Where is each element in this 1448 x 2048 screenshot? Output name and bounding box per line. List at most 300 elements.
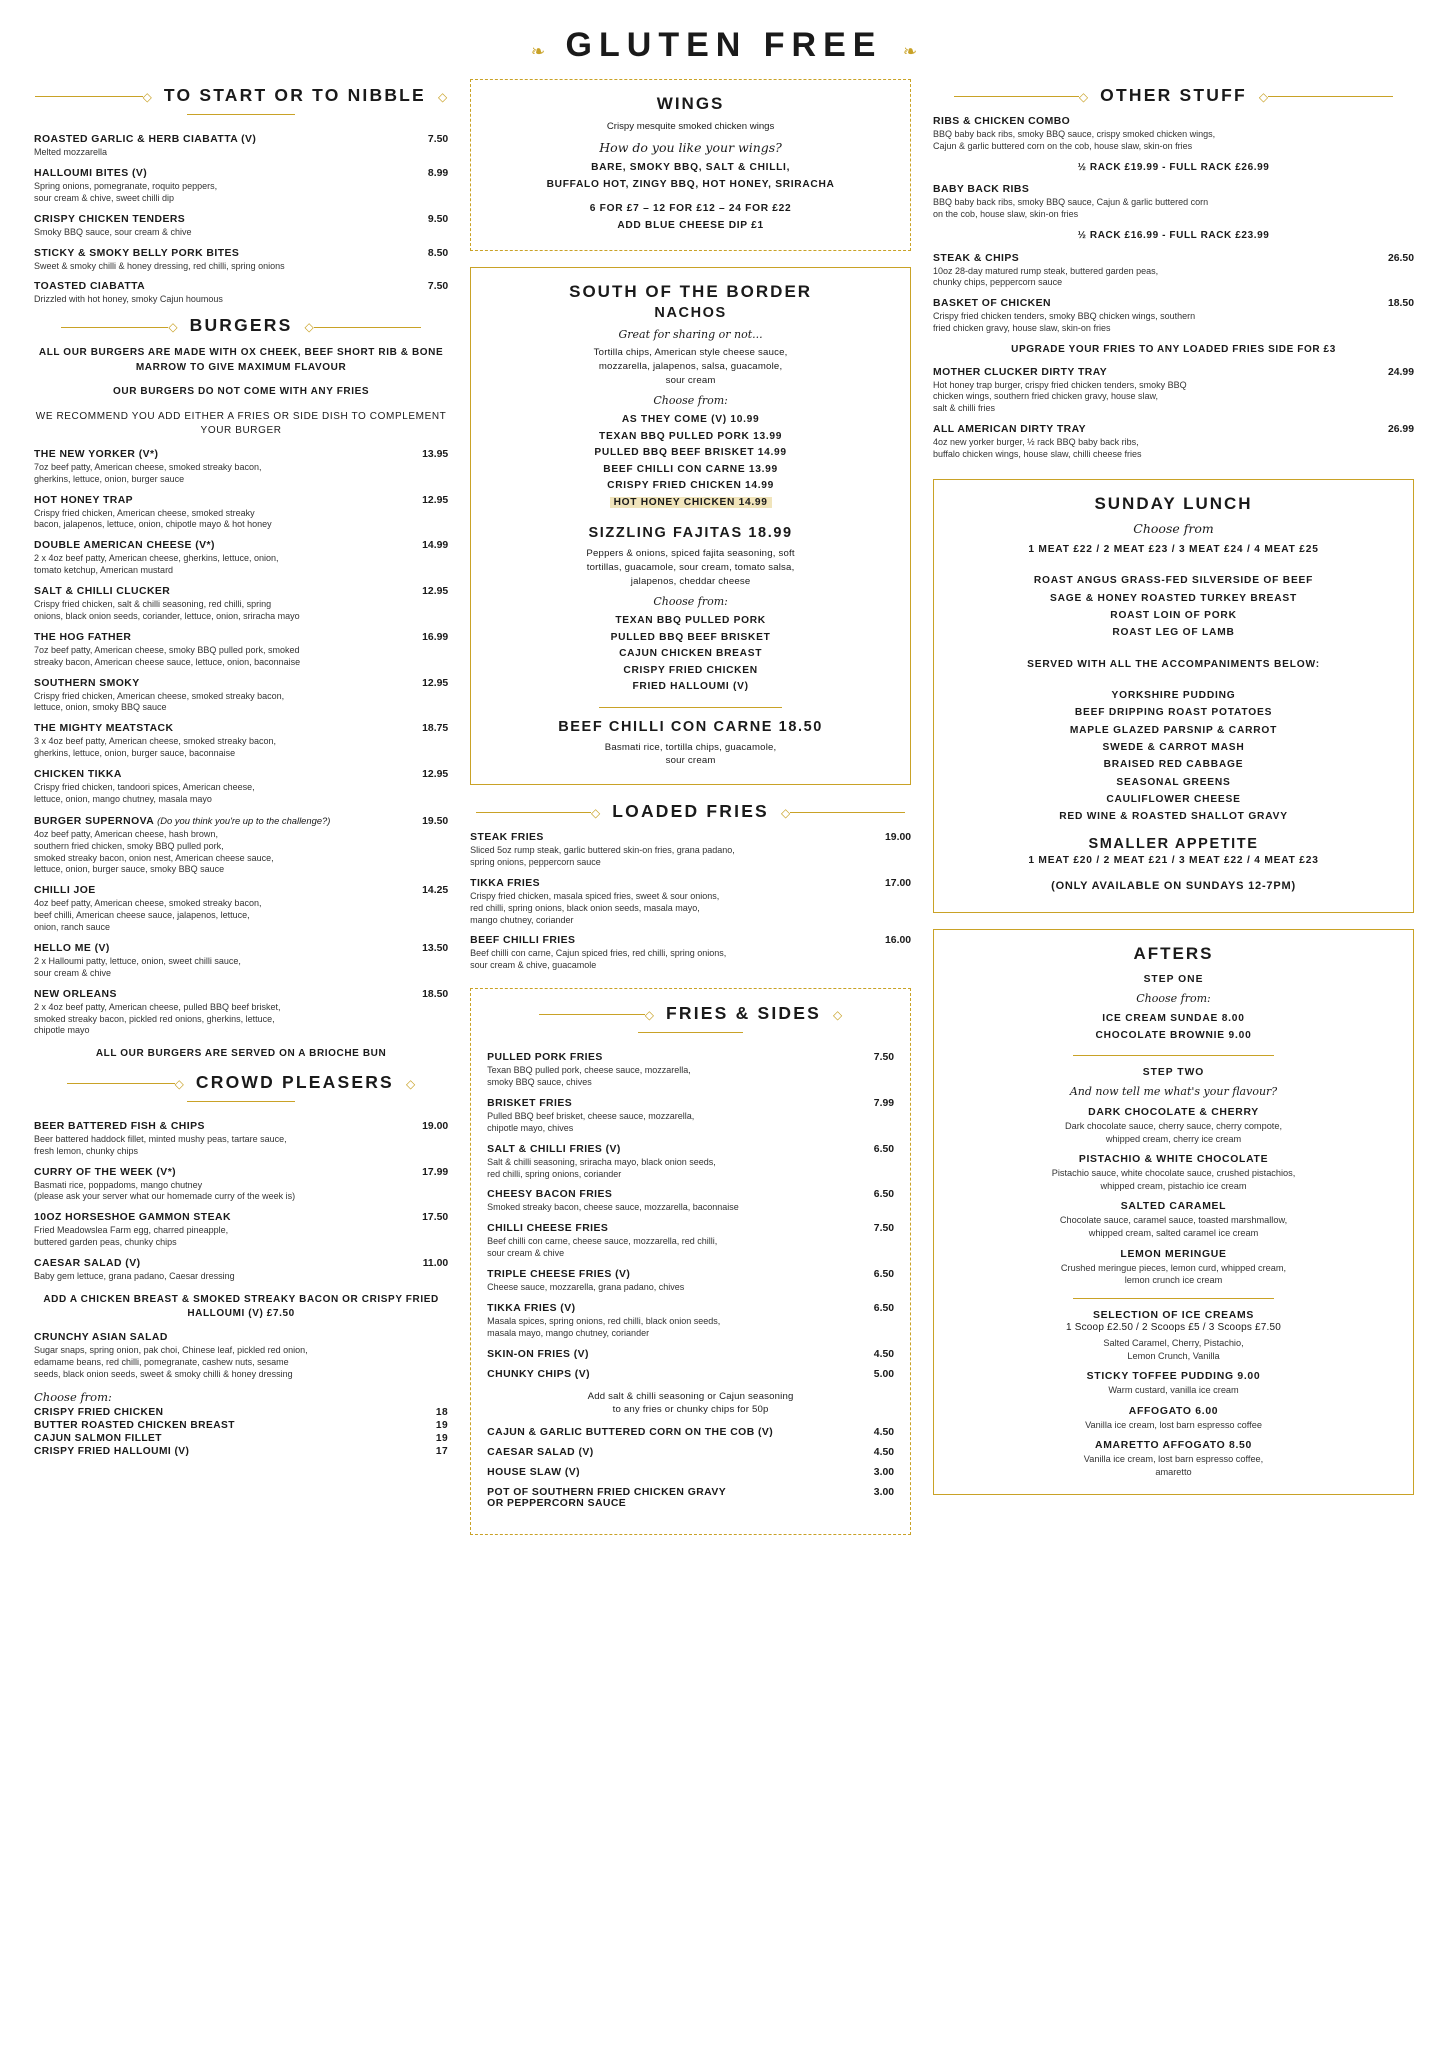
list-fries-sides [487, 1052, 894, 1380]
item-name: CURRY OF THE WEEK (V*) [34, 1166, 177, 1178]
choose-name: CRISPY FRIED CHICKEN [34, 1406, 164, 1418]
item-price: 13.95 [422, 448, 449, 460]
fajitas-desc: Peppers & onions, spiced fajita seasoning, soft tortillas, guacamole, sour cream, tomato salsa, jalapenos, cheddar cheese [586, 548, 795, 587]
sunday-side: YORKSHIRE PUDDING [1111, 689, 1236, 701]
item-price: 19.00 [422, 1120, 449, 1132]
menu-item [34, 281, 448, 306]
item-name: BASKET OF CHICKEN [933, 298, 1051, 310]
item-price: 7.50 [427, 134, 449, 145]
item-price: 26.99 [1387, 424, 1414, 436]
item-name: CAESAR SALAD (V) [34, 1258, 141, 1269]
ornament-right-icon: ❧ [902, 41, 918, 61]
item-desc: Texan BBQ pulled pork, cheese sauce, mozzarella, smoky BBQ sauce, chives [487, 1065, 691, 1088]
menu-item [34, 769, 448, 806]
extra-desc: Vanilla ice cream, lost barn espresso coffee, amaretto [1083, 1454, 1264, 1477]
sunday-side: BRAISED RED CABBAGE [1103, 759, 1244, 771]
item-desc: 3 x 4oz beef patty, American cheese, smoked streaky bacon, gherkins, lettuce, onion, burger sauce, baconnaise [34, 736, 276, 759]
menu-item [487, 1349, 894, 1360]
item-price: 19.00 [885, 832, 912, 844]
item-desc: Beer battered haddock fillet, minted mushy peas, tartare sauce, fresh lemon, chunky chips [34, 1133, 287, 1156]
item-price: 4.50 [873, 1426, 895, 1438]
sunday-script: Choose from [1133, 520, 1214, 536]
item-price: 17.50 [422, 1212, 449, 1224]
fajita-option: CAJUN CHICKEN BREAST [619, 648, 763, 660]
ice-cream-selection-title: SELECTION OF ICE CREAMS [1093, 1309, 1255, 1321]
border-title: SOUTH OF THE BORDER [569, 282, 813, 302]
afters-extra [950, 1406, 1397, 1432]
column-middle [470, 79, 911, 1551]
menu-item [34, 943, 448, 980]
menu-item [34, 1121, 448, 1158]
list-afters-flavours [950, 1107, 1397, 1286]
list-fries-sides-2 [487, 1427, 894, 1509]
item-desc: Cheese sauce, mozzarella, grana padano, chives [487, 1282, 685, 1293]
menu-item [487, 1467, 894, 1478]
menu-columns [34, 79, 1414, 1551]
menu-item [34, 723, 448, 760]
item-name: STICKY & SMOKY BELLY PORK BITES [34, 247, 240, 259]
item-desc: Basmati rice, poppadoms, mango chutney (please ask your server what our homemade curry of the week is) [34, 1179, 296, 1202]
fajitas-title: SIZZLING FAJITAS 18.99 [588, 525, 793, 542]
afters-step-two: STEP TWO [1142, 1067, 1205, 1079]
item-name: TOASTED CIABATTA [34, 281, 146, 293]
afters-flavour [950, 1107, 1397, 1145]
nacho-option: HOT HONEY CHICKEN 14.99 [487, 495, 894, 512]
fajita-option: CRISPY FRIED CHICKEN [623, 664, 758, 676]
afters-step-two-script: And now tell me what's your flavour? [1069, 1085, 1278, 1099]
sides-note: Add salt & chilli seasoning or Cajun seasoning to any fries or chunky chips for 50p [587, 1390, 794, 1416]
item-name: POT OF SOUTHERN FRIED CHICKEN GRAVY OR PEPPERCORN SAUCE [487, 1486, 727, 1509]
item-desc: Spring onions, pomegranate, roquito peppers, sour cream & chive, sweet chilli dip [34, 180, 218, 203]
wings-script: How do you like your wings? [599, 140, 782, 156]
menu-item [933, 253, 1414, 290]
item-desc: 7oz beef patty, American cheese, smoky BBQ pulled pork, smoked streaky bacon, American cheese sauce, lettuce, onion, baconnaise [34, 644, 301, 667]
item-price: 6.50 [873, 1189, 895, 1201]
item-desc: Smoky BBQ sauce, sour cream & chive [34, 226, 192, 237]
menu-item [470, 935, 911, 972]
sunday-served-note: SERVED WITH ALL THE ACCOMPANIMENTS BELOW: [1027, 658, 1320, 670]
extra-name: AMARETTO AFFOGATO 8.50 [1094, 1440, 1253, 1452]
choose-price: 18 [435, 1406, 449, 1418]
menu-item [34, 495, 448, 532]
item-price: 24.99 [1387, 366, 1414, 378]
item-desc: Melted mozzarella [34, 147, 108, 157]
chilli-title: BEEF CHILLI CON CARNE 18.50 [558, 718, 823, 735]
item-price: 13.50 [422, 942, 449, 954]
item-price: 17.00 [885, 877, 912, 889]
menu-item [933, 184, 1414, 243]
box-fries-and-sides [470, 988, 911, 1535]
menu-item [933, 298, 1414, 357]
menu-item [487, 1487, 894, 1509]
fajita-option: FRIED HALLOUMI (V) [632, 681, 749, 693]
menu-item [34, 134, 448, 159]
item-name: 10OZ HORSESHOE GAMMON STEAK [34, 1212, 231, 1224]
item-price: 19.50 [422, 815, 449, 827]
item-name: RIBS & CHICKEN COMBO [933, 116, 1071, 127]
item-name: HOT HONEY TRAP [34, 494, 134, 506]
crowd-add-note: ADD A CHICKEN BREAST & SMOKED STREAKY BACON OR CRISPY FRIED HALLOUMI (V) £7.50 [43, 1293, 439, 1320]
item-name: SKIN-ON FRIES (V) [487, 1348, 589, 1360]
box-south-of-the-border [470, 267, 911, 785]
item-name: TIKKA FRIES [470, 877, 540, 889]
item-name: HALLOUMI BITES (V) [34, 167, 148, 179]
choose-row [34, 1432, 448, 1445]
item-desc: Masala spices, spring onions, red chilli, black onion seeds, masala mayo, mango chutney, coriander [487, 1315, 721, 1338]
choose-from-label: Choose from: [34, 1389, 112, 1404]
flavour-desc: Pistachio sauce, white chocolate sauce, crushed pistachios, whipped cream, pistachio ice cream [1051, 1168, 1296, 1191]
item-name: CRISPY CHICKEN TENDERS [34, 213, 186, 225]
menu-item [933, 367, 1414, 416]
wings-pricing: 6 FOR £7 – 12 FOR £12 – 24 FOR £22 [589, 203, 792, 215]
item-center-note: ½ RACK £19.99 - FULL RACK £26.99 [1077, 161, 1270, 173]
item-price: 7.99 [873, 1097, 895, 1109]
item-price: 8.99 [427, 167, 449, 179]
item-desc: Beef chilli con carne, cheese sauce, mozzarella, red chilli, sour cream & chive [487, 1236, 718, 1259]
item-price: 5.00 [873, 1368, 895, 1380]
box-sunday-lunch [933, 479, 1414, 913]
item-name: HOUSE SLAW (V) [487, 1466, 581, 1478]
item-crunchy-asian-salad [34, 1332, 448, 1381]
item-price: 12.95 [422, 769, 449, 780]
list-sunday-meats [950, 572, 1397, 641]
item-name: CHICKEN TIKKA [34, 769, 122, 780]
menu-item [34, 540, 448, 577]
item-name: NEW ORLEANS [34, 988, 117, 1000]
column-left [34, 79, 448, 1458]
item-name: SOUTHERN SMOKY [34, 677, 140, 689]
list-loaded-fries [470, 832, 911, 972]
item-price: 12.95 [422, 586, 449, 597]
item-desc: Pulled BBQ beef brisket, cheese sauce, mozzarella, chipotle mayo, chives [487, 1110, 695, 1133]
burger-note-1: ALL OUR BURGERS ARE MADE WITH OX CHEEK, BEEF SHORT RIB & BONE MARROW TO GIVE MAXIMUM FLAVOUR [38, 347, 444, 373]
item-price: 11.00 [422, 1258, 449, 1269]
chilli-desc: Basmati rice, tortilla chips, guacamole, sour cream [604, 741, 777, 767]
list-afters-extras [950, 1371, 1397, 1478]
ice-cream-selection-prices: 1 Scoop £2.50 / 2 Scoops £5 / 3 Scoops £7.50 [1065, 1321, 1282, 1333]
afters-extra [950, 1371, 1397, 1397]
item-desc: 2 x 4oz beef patty, American cheese, gherkins, lettuce, onion, tomato ketchup, American mustard [34, 553, 279, 576]
item-desc: Sliced 5oz rump steak, garlic buttered skin-on fries, grana padano, spring onions, peppercorn sauce [470, 845, 735, 867]
section-header-other-stuff: ◇ OTHER STUFF ◇ [933, 85, 1414, 106]
section-header-fries-sides: ◇ FRIES & SIDES ◇ [487, 1003, 894, 1042]
section-header-burgers: ◇ BURGERS ◇ [34, 315, 448, 336]
menu-item [34, 1258, 448, 1283]
menu-item [34, 815, 448, 877]
item-price: 17.99 [422, 1166, 449, 1178]
choose-row [34, 1419, 448, 1432]
item-name: TRIPLE CHEESE FRIES (V) [487, 1269, 631, 1281]
extra-desc: Warm custard, vanilla ice cream [1108, 1385, 1239, 1396]
menu-item [487, 1427, 894, 1438]
fajita-option: PULLED BBQ BEEF BRISKET [610, 631, 771, 643]
sunday-smaller-prices: 1 MEAT £20 / 2 MEAT £21 / 3 MEAT £22 / 4 MEAT £23 [1028, 854, 1319, 866]
nacho-option: TEXAN BBQ PULLED PORK 13.99 [599, 430, 783, 442]
section-header-to-start: ◇ TO START OR TO NIBBLE ◇ [34, 85, 448, 124]
list-crowd-pleasers [34, 1121, 448, 1283]
item-name: SALT & CHILLI CLUCKER [34, 586, 171, 597]
item-name: STEAK & CHIPS [933, 252, 1020, 264]
item-desc: Crispy fried chicken, masala spiced fries, sweet & sour onions, red chilli, spring onions, black onion seeds, masala mayo, mango chutney, coriander [470, 890, 720, 925]
afters-title: AFTERS [1133, 943, 1214, 963]
item-desc: Hot honey trap burger, crispy fried chicken tenders, smoky BBQ chicken wings, southern fried chicken gravy, house slaw, salt & chilli fries [933, 379, 1187, 414]
extra-desc: Vanilla ice cream, lost barn espresso coffee [1085, 1419, 1262, 1430]
list-to-start [34, 134, 448, 306]
item-desc: Crispy fried chicken, tandoori spices, American cheese, lettuce, onion, mango chutney, masala mayo [34, 782, 255, 804]
item-desc: 4oz beef patty, American cheese, hash brown, southern fried chicken, smoky BBQ pulled pork, smoked streaky bacon, onion nest, American cheese sauce, lettuce, onion, burger sauce, smoky BBQ sauce [34, 828, 274, 875]
choose-price: 19 [435, 1432, 449, 1444]
sunday-availability: (ONLY AVAILABLE ON SUNDAYS 12-7PM) [1051, 880, 1296, 893]
choose-row [34, 1406, 448, 1419]
item-price: 4.50 [873, 1348, 895, 1360]
menu-item [470, 832, 911, 869]
item-name: BEEF CHILLI FRIES [470, 935, 576, 947]
item-center-note: ½ RACK £16.99 - FULL RACK £23.99 [1077, 230, 1270, 241]
sunday-side: MAPLE GLAZED PARSNIP & CARROT [1069, 724, 1278, 736]
fajita-option: TEXAN BBQ PULLED PORK [615, 615, 766, 627]
item-price: 4.50 [873, 1446, 895, 1458]
choose-price: 19 [435, 1419, 449, 1431]
sunday-meat: SAGE & HONEY ROASTED TURKEY BREAST [1050, 592, 1298, 604]
item-name: BABY BACK RIBS [933, 184, 1030, 196]
item-name: ALL AMERICAN DIRTY TRAY [933, 424, 1086, 436]
item-name: BRISKET FRIES [487, 1097, 573, 1109]
sunday-meat: ROAST LEG OF LAMB [1112, 627, 1235, 639]
nacho-option: CRISPY FRIED CHICKEN 14.99 [607, 480, 775, 492]
item-desc: Crispy fried chicken, American cheese, smoked streaky bacon, jalapenos, lettuce, onion, chipotle mayo & hot honey [34, 507, 272, 530]
menu-item [34, 214, 448, 239]
list-other-stuff [933, 116, 1414, 461]
item-price: 18.50 [422, 988, 449, 1000]
item-name: PULLED PORK FRIES [487, 1052, 603, 1064]
burger-note-3: WE RECOMMEND YOU ADD EITHER A FRIES OR SIDE DISH TO COMPLEMENT YOUR BURGER [35, 410, 447, 437]
item-name: SALT & CHILLI FRIES (V) [487, 1143, 621, 1155]
menu-item [34, 449, 448, 486]
menu-item [487, 1369, 894, 1380]
section-header-loaded-fries: ◇ LOADED FRIES ◇ [470, 801, 911, 822]
flavour-name: PISTACHIO & WHITE CHOCOLATE [1078, 1154, 1269, 1166]
nacho-option: BEEF CHILLI CON CARNE 13.99 [603, 463, 778, 475]
menu-item [34, 1167, 448, 1204]
afters-step-one: STEP ONE [1143, 973, 1204, 985]
item-price: 7.50 [873, 1223, 895, 1235]
item-name: CAJUN & GARLIC BUTTERED CORN ON THE COB (V) [487, 1426, 774, 1438]
item-desc: 2 x 4oz beef patty, American cheese, pulled BBQ beef brisket, smoked streaky bacon, pickled red onions, gherkins, lettuce, chipotle mayo [34, 1001, 281, 1036]
item-price: 3.00 [873, 1466, 895, 1478]
menu-item [487, 1269, 894, 1294]
item-name: CHILLI CHEESE FRIES [487, 1223, 609, 1235]
nacho-option: PULLED BBQ BEEF BRISKET 14.99 [594, 447, 787, 459]
extra-name: STICKY TOFFEE PUDDING 9.00 [1086, 1371, 1261, 1383]
menu-item [34, 168, 448, 205]
burger-footer: ALL OUR BURGERS ARE SERVED ON A BRIOCHE BUN [95, 1048, 387, 1060]
menu-item [34, 678, 448, 715]
item-price: 12.95 [422, 494, 449, 506]
item-name: BURGER SUPERNOVA (Do you think you're up to the challenge?) [34, 814, 331, 827]
item-desc: Crispy fried chicken, salt & chilli seasoning, red chilli, spring onions, black onion seeds, coriander, lettuce, onion, sriracha mayo [34, 599, 300, 621]
nacho-option: AS THEY COME (V) 10.99 [621, 414, 760, 426]
sunday-side: SEASONAL GREENS [1116, 776, 1231, 788]
item-price: 12.95 [422, 677, 449, 689]
item-price: 26.50 [1387, 252, 1414, 264]
sunday-side: BEEF DRIPPING ROAST POTATOES [1074, 707, 1273, 719]
afters-base-option: CHOCOLATE BROWNIE 9.00 [1095, 1030, 1252, 1042]
item-price: 9.50 [427, 213, 449, 225]
border-desc: Tortilla chips, American style cheese sauce, mozzarella, jalapenos, salsa, guacamole, sour cream [593, 347, 788, 386]
sunday-side: SWEDE & CARROT MASH [1102, 741, 1245, 753]
ornament-left-icon: ❧ [530, 41, 546, 61]
item-desc: BBQ baby back ribs, smoky BBQ sauce, crispy smoked chicken wings, Cajun & garlic buttered corn on the cob, house slaw, skin-on fries [933, 129, 1216, 151]
list-burgers [34, 449, 448, 1038]
afters-flavour [950, 1249, 1397, 1287]
item-name: TIKKA FRIES (V) [487, 1302, 576, 1314]
flavour-name: LEMON MERINGUE [1120, 1248, 1227, 1260]
item-name: STEAK FRIES [470, 832, 544, 844]
flavour-desc: Chocolate sauce, caramel sauce, toasted marshmallow, whipped cream, salted caramel ice cream [1059, 1215, 1288, 1238]
item-name: CHUNKY CHIPS (V) [487, 1368, 590, 1380]
item-price: 18.50 [1387, 298, 1414, 310]
menu-item [487, 1189, 894, 1214]
choose-price: 17 [435, 1445, 449, 1457]
menu-item [933, 424, 1414, 461]
sunday-title: SUNDAY LUNCH [1094, 493, 1253, 513]
wings-addon: ADD BLUE CHEESE DIP £1 [617, 219, 764, 231]
sunday-meat: ROAST ANGUS GRASS-FED SILVERSIDE OF BEEF [1033, 575, 1314, 587]
choose-name: BUTTER ROASTED CHICKEN BREAST [34, 1419, 235, 1431]
menu-item [487, 1144, 894, 1181]
page-title [34, 26, 1414, 65]
item-desc: 10oz 28-day matured rump steak, buttered garden peas, chunky chips, peppercorn sauce [933, 265, 1159, 288]
item-desc: Salt & chilli seasoning, sriracha mayo, black onion seeds, red chilli, spring onions, coriander [487, 1156, 716, 1179]
choose-name: CRISPY FRIED HALLOUMI (V) [34, 1445, 190, 1457]
border-script: Great for sharing or not... [618, 328, 763, 342]
list-afters-base [950, 1010, 1397, 1045]
menu-item [34, 1212, 448, 1249]
menu-item [34, 248, 448, 273]
page-title-text: GLUTEN FREE [565, 26, 883, 64]
menu-item [470, 878, 911, 927]
border-subtitle: NACHOS [654, 305, 727, 322]
menu-item [487, 1447, 894, 1458]
sunday-meat: ROAST LOIN OF PORK [1110, 609, 1237, 621]
item-desc: 4oz beef patty, American cheese, smoked streaky bacon, beef chilli, American cheese sauce, jalapenos, lettuce, onion, ranch sauce [34, 898, 262, 932]
ice-cream-selection-desc: Salted Caramel, Cherry, Pistachio, Lemon Crunch, Vanilla [1103, 1338, 1244, 1361]
item-desc: BBQ baby back ribs, smoky BBQ sauce, Cajun & garlic buttered corn on the cob, house slaw, skin-on fries [933, 197, 1209, 220]
list-salad-choices [34, 1406, 448, 1458]
flavour-desc: Dark chocolate sauce, cherry sauce, cherry compote, whipped cream, cherry ice cream [1065, 1121, 1283, 1144]
item-price: 14.99 [422, 540, 449, 552]
list-fajita-options [487, 613, 894, 696]
item-desc: Smoked streaky bacon, cheese sauce, mozzarella, baconnaise [487, 1202, 739, 1213]
wings-flavours-1: BARE, SMOKY BBQ, SALT & CHILLI, [591, 162, 791, 174]
burger-note-2: OUR BURGERS DO NOT COME WITH ANY FRIES [113, 386, 370, 398]
menu-item [487, 1098, 894, 1135]
item-desc: Sugar snaps, spring onion, pak choi, Chinese leaf, pickled red onion, edamame beans, red chilli, pomegranate, cashew nuts, sesame seeds, black onion seeds, sweet & smoky chilli & honey dressing [34, 1344, 308, 1379]
item-price: 6.50 [873, 1143, 895, 1155]
item-desc: 7oz beef patty, American cheese, smoked streaky bacon, gherkins, lettuce, onion, burger sauce [34, 461, 262, 484]
menu-item [487, 1223, 894, 1260]
wings-sub: Crispy mesquite smoked chicken wings [606, 121, 775, 132]
item-price: 14.25 [422, 885, 449, 897]
menu-item [487, 1052, 894, 1089]
item-desc: Fried Meadowslea Farm egg, charred pineapple, buttered garden peas, chunky chips [34, 1225, 229, 1248]
menu-item [34, 989, 448, 1038]
item-name: HELLO ME (V) [34, 942, 110, 954]
choose-row [34, 1445, 448, 1458]
item-name: THE MIGHTY MEATSTACK [34, 723, 174, 735]
item-name: BEER BATTERED FISH & CHIPS [34, 1120, 205, 1132]
item-price: 7.50 [427, 281, 449, 293]
item-price: 7.50 [873, 1052, 895, 1064]
flavour-name: DARK CHOCOLATE & CHERRY [1088, 1107, 1259, 1119]
menu-item [34, 586, 448, 623]
flavour-name: SALTED CARAMEL [1120, 1201, 1227, 1213]
item-name: MOTHER CLUCKER DIRTY TRAY [933, 366, 1108, 378]
extra-name: AFFOGATO 6.00 [1128, 1405, 1219, 1417]
item-desc: 2 x Halloumi patty, lettuce, onion, sweet chilli sauce, sour cream & chive [34, 955, 241, 978]
afters-flavour [950, 1201, 1397, 1239]
item-name: THE HOG FATHER [34, 631, 132, 643]
menu-item [487, 1303, 894, 1340]
sunday-side: RED WINE & ROASTED SHALLOT GRAVY [1059, 811, 1288, 823]
section-header-crowd-pleasers: ◇ CROWD PLEASERS ◇ [34, 1072, 448, 1111]
afters-flavour [950, 1154, 1397, 1192]
border-choose-label: Choose from: [653, 394, 728, 408]
item-desc: Crispy fried chicken tenders, smoky BBQ chicken wings, southern fried chicken gravy, house slaw, skin-on fries [933, 311, 1196, 334]
afters-base-option: ICE CREAM SUNDAE 8.00 [1102, 1012, 1245, 1024]
flavour-desc: Crushed meringue pieces, lemon curd, whipped cream, lemon crunch ice cream [1060, 1262, 1287, 1286]
item-name: CHEESY BACON FRIES [487, 1189, 613, 1201]
list-nacho-options [487, 412, 894, 511]
item-price: 8.50 [427, 247, 449, 259]
item-desc: Sweet & smoky chilli & honey dressing, red chilli, spring onions [34, 260, 285, 271]
item-price: 6.50 [873, 1302, 895, 1314]
item-name: DOUBLE AMERICAN CHEESE (V*) [34, 540, 215, 552]
box-afters [933, 929, 1414, 1495]
wings-flavours-2: BUFFALO HOT, ZINGY BBQ, HOT HONEY, SRIRACHA [546, 178, 835, 190]
item-price: 3.00 [873, 1486, 895, 1498]
choose-name: CAJUN SALMON FILLET [34, 1432, 162, 1444]
list-sunday-sides [950, 687, 1397, 826]
column-right [933, 79, 1414, 1511]
item-name: CAESAR SALAD (V) [487, 1446, 594, 1458]
item-price: 16.00 [885, 935, 912, 947]
menu-item [34, 632, 448, 669]
item-desc: Crispy fried chicken, American cheese, smoked streaky bacon, lettuce, onion, smoky BBQ sauce [34, 690, 285, 713]
item-price: 6.50 [873, 1269, 895, 1281]
wings-title: WINGS [656, 94, 725, 113]
item-name: ROASTED GARLIC & HERB CIABATTA (V) [34, 134, 257, 145]
fajitas-choose-label: Choose from: [653, 595, 728, 609]
afters-step-one-script: Choose from: [1136, 991, 1211, 1005]
item-name: CHILLI JOE [34, 885, 96, 897]
item-name: CRUNCHY ASIAN SALAD [34, 1331, 168, 1343]
menu-item [933, 116, 1414, 175]
item-name: THE NEW YORKER (V*) [34, 448, 159, 460]
sunday-smaller-title: SMALLER APPETITE [1088, 835, 1259, 852]
item-desc: 4oz new yorker burger, ½ rack BBQ baby back ribs, buffalo chicken wings, house slaw, chilli cheese fries [933, 437, 1142, 459]
sunday-side: CAULIFLOWER CHEESE [1106, 794, 1241, 805]
item-desc: Baby gem lettuce, grana padano, Caesar dressing [34, 1271, 235, 1281]
sunday-prices: 1 MEAT £22 / 2 MEAT £23 / 3 MEAT £24 / 4 MEAT £25 [1028, 543, 1319, 555]
item-center-note: UPGRADE YOUR FRIES TO ANY LOADED FRIES SIDE FOR £3 [1011, 344, 1336, 355]
menu-item [34, 885, 448, 934]
item-desc: Drizzled with hot honey, smoky Cajun houmous [34, 294, 223, 305]
item-desc: Beef chilli con carne, Cajun spiced fries, red chilli, spring onions, sour cream & chive, guacamole [470, 948, 727, 971]
item-price: 18.75 [422, 723, 449, 735]
afters-extra [950, 1440, 1397, 1478]
box-wings [470, 79, 911, 251]
